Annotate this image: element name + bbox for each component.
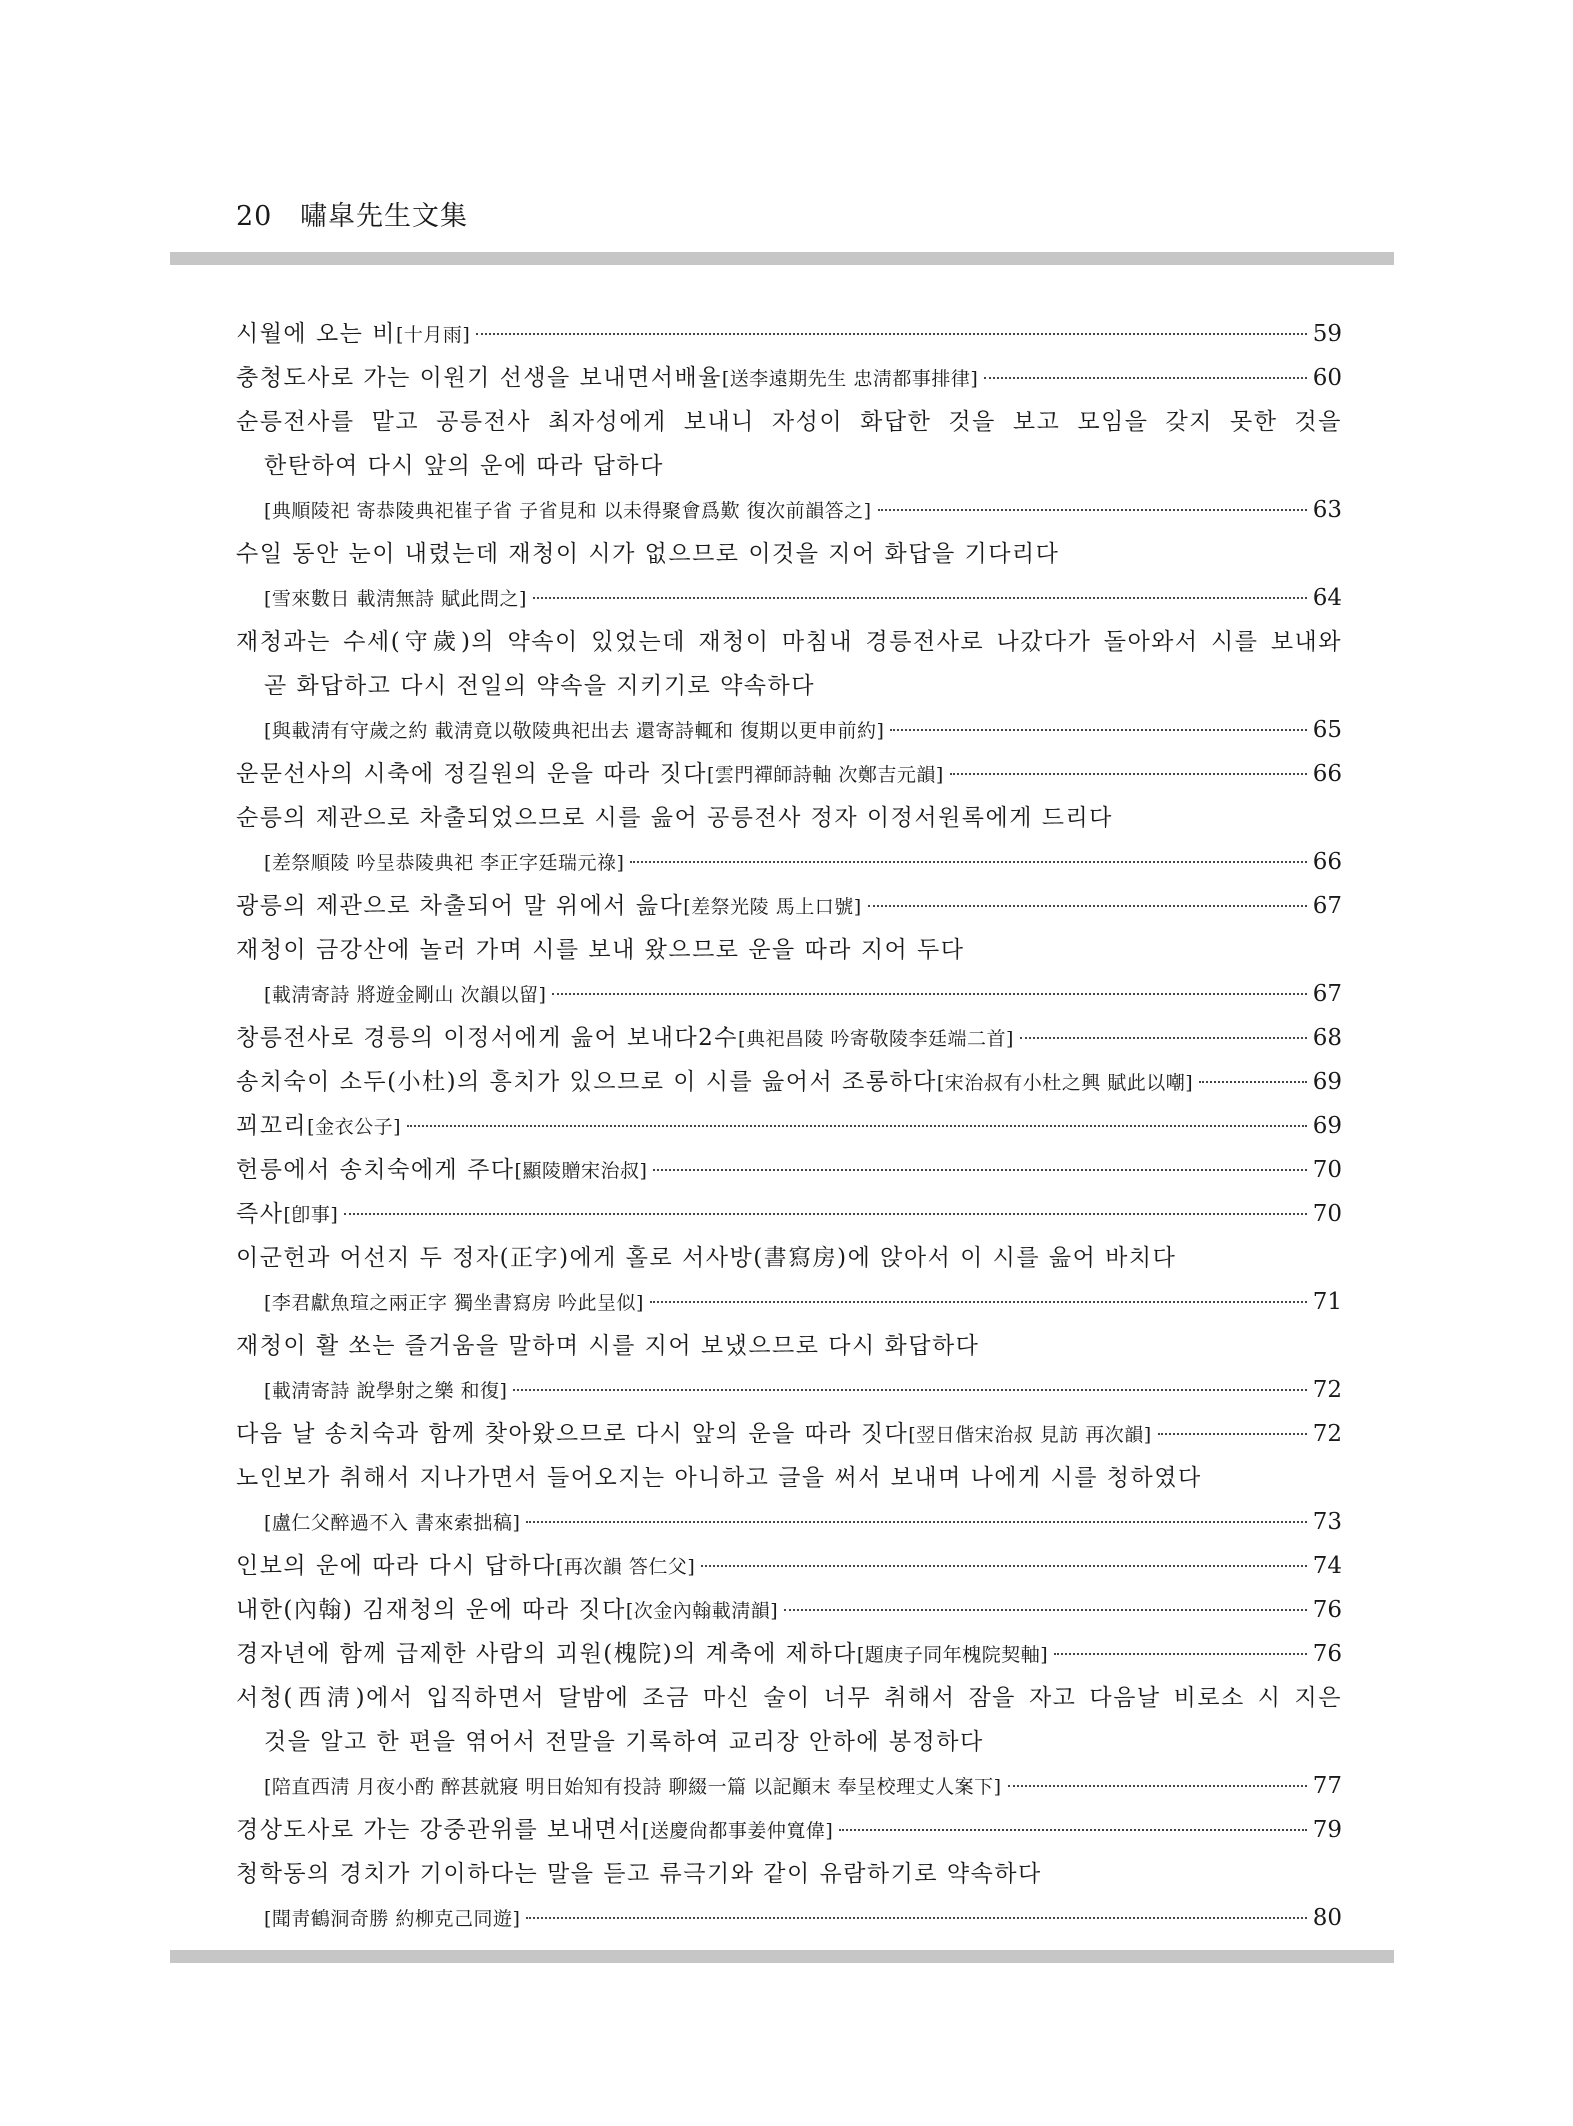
toc-entry — [236, 928, 1342, 1016]
entry-title-hanja: [載淸寄詩 說學射之樂 和復] — [264, 1380, 508, 1402]
toc-entry-row — [236, 1104, 1342, 1148]
entry-page-number: 77 — [1312, 1773, 1342, 1799]
entry-page-number: 65 — [1312, 717, 1342, 743]
entry-title-korean: 창릉전사로 경릉의 이정서에게 읊어 보내다2수 — [236, 1025, 739, 1051]
entry-page-number: 59 — [1312, 321, 1342, 347]
toc-entry-row — [236, 356, 1342, 400]
toc-entry-row — [236, 576, 1342, 620]
dot-leader — [1008, 1785, 1307, 1787]
dot-leader — [630, 861, 1306, 863]
entry-title-hanja: [典祀昌陵 吟寄敬陵李廷端二首] — [738, 1028, 1014, 1050]
entry-page-number: 71 — [1312, 1289, 1342, 1315]
toc-entry-row — [236, 972, 1342, 1016]
toc-entry-row — [236, 1896, 1342, 1940]
dot-leader — [650, 1301, 1307, 1303]
entry-page-number: 60 — [1312, 365, 1342, 391]
toc-entry-row — [236, 1544, 1342, 1588]
toc-entry-row — [236, 1412, 1342, 1456]
dot-leader — [1199, 1081, 1306, 1083]
toc-entry — [236, 1632, 1342, 1676]
entry-page-number: 69 — [1312, 1113, 1342, 1139]
toc-entry — [236, 312, 1342, 356]
dot-leader — [407, 1125, 1307, 1127]
toc-entry — [236, 1236, 1342, 1324]
entry-page-number: 67 — [1312, 981, 1342, 1007]
toc-entry — [236, 1588, 1342, 1632]
toc-entry-row — [236, 840, 1342, 884]
dot-leader — [701, 1565, 1306, 1567]
entry-page-number: 76 — [1312, 1641, 1342, 1667]
dot-leader — [878, 509, 1307, 511]
entry-title-hanja: [李君獻魚瑄之兩正字 獨坐書寫房 吟此呈似] — [264, 1292, 644, 1314]
entry-title-hanja: [盧仁父醉過不入 書來索拙稿] — [264, 1512, 521, 1534]
toc-entry-row — [236, 1148, 1342, 1192]
dot-leader — [839, 1829, 1306, 1831]
dot-leader — [533, 597, 1307, 599]
entry-title-korean: 송치숙이 소두(小杜)의 흥치가 있으므로 이 시를 읊어서 조롱하다 — [236, 1069, 937, 1095]
entry-title-korean-line: 수일 동안 눈이 내렸는데 재청이 시가 없으므로 이것을 지어 화답을 기다리다 — [236, 541, 1060, 567]
toc-entry-row — [236, 488, 1342, 532]
entry-title-korean: 다음 날 송치숙과 함께 찾아왔으므로 다시 앞의 운을 따라 짓다 — [236, 1421, 909, 1447]
entry-title-korean: 헌릉에서 송치숙에게 주다 — [236, 1157, 515, 1183]
dot-leader — [984, 377, 1306, 379]
toc-entry — [236, 356, 1342, 400]
entry-title-korean: 광릉의 제관으로 차출되어 말 위에서 읊다 — [236, 893, 684, 919]
entry-page-number: 67 — [1312, 893, 1342, 919]
entry-page-number: 64 — [1312, 585, 1342, 611]
header-rule — [170, 252, 1394, 265]
book-title: 嘯皐先生文集 — [299, 201, 468, 232]
entry-title-hanja: [顯陵贈宋治叔] — [514, 1160, 648, 1182]
entry-title-hanja: [雪來數日 載淸無詩 賦此問之] — [264, 588, 527, 610]
entry-title-hanja: [陪直西淸 月夜小酌 醉甚就寢 明日始知有投詩 聊綴一篇 以記顚末 奉呈校理丈人案下] — [264, 1776, 1002, 1798]
entry-title-korean: 경상도사로 가는 강중관위를 보내면서 — [236, 1817, 642, 1843]
dot-leader — [526, 1917, 1306, 1919]
toc-entry — [236, 1104, 1342, 1148]
table-of-contents — [236, 312, 1342, 1940]
toc-entry — [236, 1544, 1342, 1588]
toc-entry — [236, 1808, 1342, 1852]
toc-entry-row — [236, 1500, 1342, 1544]
entry-page-number: 76 — [1312, 1597, 1342, 1623]
dot-leader — [344, 1213, 1306, 1215]
entry-page-number: 69 — [1312, 1069, 1342, 1095]
entry-title-hanja: [與載淸有守歲之約 載淸竟以敬陵典祀出去 還寄詩輒和 復期以更申前約] — [264, 720, 885, 742]
entry-title-hanja: [典順陵祀 寄恭陵典祀崔子省 子省見和 以未得聚會爲歎 復次前韻答之] — [264, 500, 872, 522]
entry-page-number: 79 — [1312, 1817, 1342, 1843]
entry-title-korean-line: 것을 알고 한 편을 엮어서 전말을 기록하여 교리장 안하에 봉정하다 — [264, 1729, 984, 1755]
entry-title-korean-line: 순릉전사를 맡고 공릉전사 최자성에게 보내니 자성이 화답한 것을 보고 모임을 갖지 못한 것을 — [236, 409, 1342, 435]
entry-title-hanja: [再次韻 答仁父] — [555, 1556, 696, 1578]
entry-page-number: 73 — [1312, 1509, 1342, 1535]
dot-leader — [1054, 1653, 1307, 1655]
entry-title-hanja: [宋治叔有小杜之興 賦此以嘲] — [936, 1072, 1194, 1094]
entry-title-korean: 인보의 운에 따라 다시 답하다 — [236, 1553, 556, 1579]
toc-entry-row — [236, 1588, 1342, 1632]
entry-title-hanja: [差祭光陵 馬上口號] — [683, 896, 862, 918]
entry-title-korean: 내한(內翰) 김재청의 운에 따라 짓다 — [236, 1597, 626, 1623]
dot-leader — [1158, 1433, 1307, 1435]
dot-leader — [513, 1389, 1306, 1391]
entry-title-korean: 즉사 — [236, 1201, 284, 1227]
toc-entry — [236, 1852, 1342, 1940]
entry-title-hanja: [次金內翰載淸韻] — [625, 1600, 779, 1622]
toc-entry-row — [236, 1280, 1342, 1324]
entry-title-hanja: [載淸寄詩 將遊金剛山 次韻以留] — [264, 984, 547, 1006]
entry-title-korean: 충청도사로 가는 이원기 선생을 보내면서배율 — [236, 365, 722, 391]
entry-title-hanja: [翌日偕宋治叔 見訪 再次韻] — [908, 1424, 1152, 1446]
toc-entry — [236, 1676, 1342, 1808]
dot-leader — [950, 773, 1307, 775]
dot-leader — [784, 1609, 1307, 1611]
entry-title-hanja: [題庚子同年槐院契軸] — [856, 1644, 1049, 1666]
entry-title-hanja: [十月雨] — [395, 324, 471, 346]
toc-entry-row — [236, 708, 1342, 752]
dot-leader — [868, 905, 1307, 907]
toc-entry-row — [236, 1192, 1342, 1236]
dot-leader — [1020, 1037, 1307, 1039]
dot-leader — [476, 333, 1306, 335]
toc-entry-row — [236, 1764, 1342, 1808]
toc-entry-row — [236, 1060, 1342, 1104]
toc-entry — [236, 1412, 1342, 1456]
toc-entry-row — [236, 884, 1342, 928]
toc-entry-row — [236, 1368, 1342, 1412]
entry-title-korean: 꾀꼬리 — [236, 1113, 308, 1139]
entry-title-korean: 시월에 오는 비 — [236, 321, 396, 347]
toc-entry — [236, 1192, 1342, 1236]
toc-entry — [236, 752, 1342, 796]
entry-page-number: 72 — [1312, 1421, 1342, 1447]
toc-entry — [236, 400, 1342, 532]
footer-rule — [170, 1950, 1394, 1963]
entry-title-korean-line: 곧 화답하고 다시 전일의 약속을 지키기로 약속하다 — [264, 673, 815, 699]
toc-entry — [236, 1060, 1342, 1104]
entry-title-korean-line: 청학동의 경치가 기이하다는 말을 듣고 류극기와 같이 유람하기로 약속하다 — [236, 1861, 1042, 1887]
toc-entry-row — [236, 1808, 1342, 1852]
entry-page-number: 66 — [1312, 761, 1342, 787]
toc-entry — [236, 1016, 1342, 1060]
toc-entry — [236, 884, 1342, 928]
entry-title-hanja: [送李遠期先生 忠淸都事排律] — [721, 368, 979, 390]
dot-leader — [653, 1169, 1306, 1171]
toc-entry — [236, 796, 1342, 884]
dot-leader — [526, 1521, 1306, 1523]
entry-title-hanja: [差祭順陵 吟呈恭陵典祀 李正字廷瑞元祿] — [264, 852, 625, 874]
entry-page-number: 74 — [1312, 1553, 1342, 1579]
toc-entry — [236, 532, 1342, 620]
entry-title-korean-line: 재청이 활 쏘는 즐거움을 말하며 시를 지어 보냈으므로 다시 화답하다 — [236, 1333, 980, 1359]
running-header — [236, 194, 468, 233]
toc-entry-row — [236, 1016, 1342, 1060]
toc-entry-row — [236, 752, 1342, 796]
entry-page-number: 68 — [1312, 1025, 1342, 1051]
entry-page-number: 66 — [1312, 849, 1342, 875]
entry-title-hanja: [金衣公子] — [307, 1116, 401, 1138]
entry-title-korean-line: 서청(西淸)에서 입직하면서 달밤에 조금 마신 술이 너무 취해서 잠을 자고 다음날 비로소 시 지은 — [236, 1685, 1342, 1711]
entry-title-korean-line: 한탄하여 다시 앞의 운에 따라 답하다 — [264, 453, 664, 479]
entry-title-korean-line: 이군헌과 어선지 두 정자(正字)에게 홀로 서사방(書寫房)에 앉아서 이 시를 읊어 바치다 — [236, 1245, 1177, 1271]
entry-page-number: 70 — [1312, 1201, 1342, 1227]
entry-page-number: 63 — [1312, 497, 1342, 523]
entry-title-korean-line: 노인보가 취해서 지나가면서 들어오지는 아니하고 글을 써서 보내며 나에게 시를 청하였다 — [236, 1465, 1202, 1491]
entry-title-korean-line: 재청과는 수세(守歲)의 약속이 있었는데 재청이 마침내 경릉전사로 나갔다가 돌아와서 시를 보내와 — [236, 629, 1342, 655]
toc-entry-row — [236, 1632, 1342, 1676]
entry-page-number: 72 — [1312, 1377, 1342, 1403]
entry-title-hanja: [卽事] — [283, 1204, 339, 1226]
entry-title-korean-line: 순릉의 제관으로 차출되었으므로 시를 읊어 공릉전사 정자 이정서원록에게 드리다 — [236, 805, 1113, 831]
page-number: 20 — [236, 201, 273, 232]
toc-entry-row — [236, 312, 1342, 356]
entry-title-korean-line: 재청이 금강산에 놀러 가며 시를 보내 왔으므로 운을 따라 지어 두다 — [236, 937, 965, 963]
toc-entry — [236, 1456, 1342, 1544]
toc-entry — [236, 1324, 1342, 1412]
toc-entry — [236, 1148, 1342, 1192]
entry-title-hanja: [送慶尙都事姜仲寬偉] — [641, 1820, 834, 1842]
entry-title-hanja: [雲門禪師詩軸 次鄭吉元韻] — [706, 764, 944, 786]
entry-title-korean: 경자년에 함께 급제한 사람의 괴원(槐院)의 계축에 제하다 — [236, 1641, 857, 1667]
toc-entry — [236, 620, 1342, 752]
entry-page-number: 80 — [1312, 1905, 1342, 1931]
entry-title-korean: 운문선사의 시축에 정길원의 운을 따라 짓다 — [236, 761, 707, 787]
entry-page-number: 70 — [1312, 1157, 1342, 1183]
dot-leader — [890, 729, 1306, 731]
entry-title-hanja: [聞靑鶴洞奇勝 約柳克己同遊] — [264, 1908, 521, 1930]
dot-leader — [552, 993, 1306, 995]
